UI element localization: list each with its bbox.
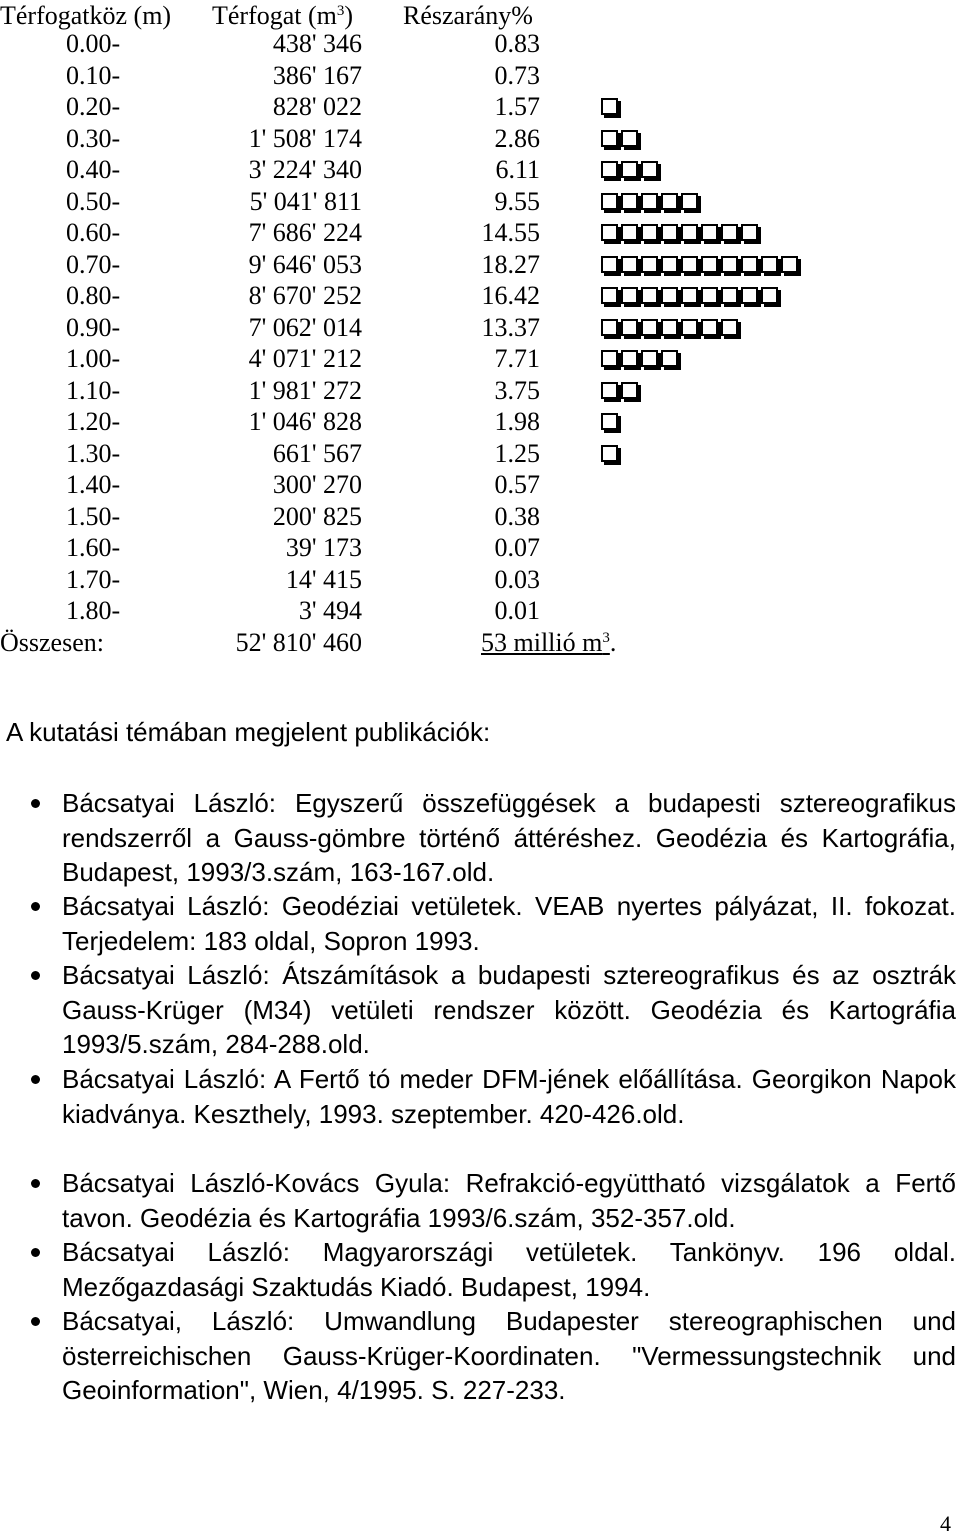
shadowed-square-icon [621, 350, 638, 367]
shadowed-square-icon [661, 350, 678, 367]
shadowed-square-icon [721, 287, 738, 304]
shadowed-square-icon [601, 193, 618, 210]
table-row [0, 186, 900, 218]
cell-volume: 7' 686' 224 [248, 218, 362, 247]
table-row [0, 343, 900, 375]
bullet-icon [31, 902, 40, 911]
shadowed-square-icon [621, 224, 638, 241]
publication-item [62, 1235, 956, 1304]
cell-share: 9.55 [494, 186, 540, 216]
share-bar [601, 224, 759, 244]
shadowed-square-icon [681, 287, 698, 304]
shadowed-square-icon [781, 256, 798, 273]
header-volume-suffix: ) [344, 1, 354, 30]
shadowed-square-icon [681, 256, 698, 273]
table-row [0, 312, 900, 344]
shadowed-square-icon [621, 130, 638, 147]
shadowed-square-icon [641, 319, 658, 336]
publication-text: Bácsatyai, László: Umwandlung Budapester stereographischen und österreichischen Gauss-Krüger-Koordinaten. "Vermessungstechnik und Geoinformation", Wien, 4/1995. S. 227-233. [62, 1306, 956, 1405]
shadowed-square-icon [721, 256, 738, 273]
cell-interval: 1.80- [66, 596, 121, 625]
cell-share: 6.11 [495, 155, 540, 184]
shadowed-square-icon [641, 193, 658, 210]
cell-share: 1.25 [494, 438, 540, 468]
table-row [0, 91, 900, 123]
table-row [0, 217, 900, 249]
shadowed-square-icon [621, 256, 638, 273]
cell-volume: 7' 062' 014 [248, 312, 362, 342]
table-row [0, 595, 900, 627]
publication-item [62, 786, 956, 890]
shadowed-square-icon [601, 382, 618, 399]
share-bar [601, 445, 619, 465]
share-bar [601, 382, 639, 402]
share-bar [601, 161, 659, 181]
cell-volume: 5' 041' 811 [249, 186, 362, 216]
shadowed-square-icon [621, 382, 638, 399]
cell-interval: 1.60- [66, 533, 121, 562]
cell-volume: 1' 981' 272 [248, 375, 362, 405]
cell-share: 0.73 [494, 60, 540, 90]
table-row [0, 406, 900, 438]
cell-volume: 39' 173 [285, 533, 362, 562]
cell-interval: 0.70- [66, 249, 121, 279]
bullet-icon [31, 1248, 40, 1257]
publication-text: Bácsatyai László: Egyszerű összefüggések a budapesti sztereografikus rendszerről a Gauss-gömbre történő áttéréshez. Geodézia és Kartográfia, Budapest, 1993/3.szám, 163-167.old. [62, 788, 956, 887]
table-row [0, 123, 900, 155]
shadowed-square-icon [701, 256, 718, 273]
shadowed-square-icon [681, 319, 698, 336]
cell-volume: 9' 646' 053 [248, 249, 362, 279]
total-amount-sup: 3 [602, 630, 610, 646]
cell-share: 0.83 [494, 29, 540, 58]
cell-interval: 0.10- [66, 60, 121, 90]
cell-volume: 3' 494 [298, 596, 362, 625]
total-amount-end: . [609, 628, 617, 657]
header-share: Részarány% [403, 1, 533, 30]
publication-item [62, 1304, 956, 1408]
cell-volume: 14' 415 [285, 564, 362, 594]
shadowed-square-icon [641, 224, 658, 241]
cell-share: 7.71 [494, 344, 540, 373]
cell-share: 0.38 [494, 501, 540, 531]
table-row [0, 501, 900, 533]
table-row [0, 532, 900, 564]
cell-volume: 300' 270 [272, 470, 362, 499]
shadowed-square-icon [661, 256, 678, 273]
header-volume-text: Térfogat (m [212, 1, 337, 30]
publication-text: Bácsatyai László: A Fertő tó meder DFM-jének előállítása. Georgikon Napok kiadványa. Keszthely, 1993. szeptember. 420-426.old. [62, 1064, 956, 1129]
shadowed-square-icon [681, 193, 698, 210]
shadowed-square-icon [641, 287, 658, 304]
shadowed-square-icon [661, 193, 678, 210]
shadowed-square-icon [701, 287, 718, 304]
cell-interval: 0.30- [66, 123, 121, 153]
publications-title: A kutatási témában megjelent publikációk: [6, 717, 491, 747]
shadowed-square-icon [601, 287, 618, 304]
header-volume-sup: 3 [336, 3, 345, 19]
cell-volume: 828' 022 [272, 92, 362, 121]
table-row [0, 249, 900, 281]
shadowed-square-icon [621, 287, 638, 304]
shadowed-square-icon [621, 193, 638, 210]
bullet-icon [31, 799, 40, 808]
table-row [0, 469, 900, 501]
cell-interval: 0.60- [66, 218, 121, 247]
cell-share: 0.57 [494, 470, 540, 499]
shadowed-square-icon [761, 256, 778, 273]
cell-share: 13.37 [481, 312, 540, 342]
shadowed-square-icon [741, 256, 758, 273]
shadowed-square-icon [761, 287, 778, 304]
shadowed-square-icon [601, 319, 618, 336]
cell-interval: 1.00- [66, 344, 121, 373]
shadowed-square-icon [601, 413, 618, 430]
shadowed-square-icon [601, 445, 618, 462]
shadowed-square-icon [601, 224, 618, 241]
shadowed-square-icon [601, 350, 618, 367]
cell-volume: 661' 567 [272, 438, 362, 468]
shadowed-square-icon [661, 224, 678, 241]
cell-interval: 1.10- [66, 375, 121, 405]
shadowed-square-icon [641, 350, 658, 367]
shadowed-square-icon [681, 224, 698, 241]
total-amount-underlined [481, 628, 610, 657]
cell-interval: 1.30- [66, 438, 121, 468]
shadowed-square-icon [661, 287, 678, 304]
page-number: 4 [940, 1511, 951, 1536]
shadowed-square-icon [701, 319, 718, 336]
cell-share: 1.98 [494, 407, 540, 436]
cell-interval: 1.70- [66, 564, 121, 594]
total-label: Összesen: [0, 628, 104, 657]
publication-text: Bácsatyai László-Kovács Gyula: Refrakció-együttható vizsgálatok a Fertő tavon. Geodézia és Kartográfia 1993/6.szám, 352-357.old. [62, 1168, 956, 1233]
cell-interval: 0.50- [66, 186, 121, 216]
cell-volume: 8' 670' 252 [248, 281, 362, 310]
share-bar [601, 350, 679, 370]
cell-interval: 0.00- [66, 29, 121, 58]
bullet-icon [31, 971, 40, 980]
cell-volume: 1' 046' 828 [248, 407, 362, 436]
publication-text: Bácsatyai László: Átszámítások a budapesti sztereografikus és az osztrák Gauss-Krüger (M34) vetületi rendszer között. Geodézia és Kartográfia 1993/5.szám, 284-288.old. [62, 960, 956, 1059]
share-bar [601, 287, 779, 307]
shadowed-square-icon [701, 224, 718, 241]
publication-item [62, 1062, 956, 1131]
cell-share: 0.07 [494, 533, 540, 562]
share-bar [601, 319, 739, 339]
bullet-icon [31, 1075, 40, 1084]
shadowed-square-icon [621, 161, 638, 178]
cell-interval: 0.20- [66, 92, 121, 121]
publication-text: Bácsatyai László: Magyarországi vetületek. Tankönyv. 196 oldal. Mezőgazdasági Szaktudás Kiadó. Budapest, 1994. [62, 1237, 956, 1302]
cell-interval: 1.50- [66, 501, 121, 531]
cell-interval: 1.40- [66, 470, 121, 499]
shadowed-square-icon [661, 319, 678, 336]
cell-share: 18.27 [481, 249, 540, 279]
bullet-icon [31, 1179, 40, 1188]
cell-share: 3.75 [494, 375, 540, 405]
cell-share: 0.03 [494, 564, 540, 594]
total-amount [481, 627, 616, 659]
bullet-icon [31, 1317, 40, 1326]
table-row [0, 280, 900, 312]
table-row [0, 60, 900, 92]
cell-volume: 1' 508' 174 [248, 123, 362, 153]
cell-volume: 3' 224' 340 [248, 155, 362, 184]
cell-share: 1.57 [494, 92, 540, 121]
cell-volume: 438' 346 [272, 29, 362, 58]
table-row [0, 564, 900, 596]
header-interval: Térfogatköz (m) [0, 1, 172, 30]
cell-interval: 1.20- [66, 407, 121, 436]
table-row [0, 375, 900, 407]
table-row [0, 154, 900, 186]
shadowed-square-icon [601, 130, 618, 147]
share-bar [601, 193, 699, 213]
table-row [0, 438, 900, 470]
cell-share: 14.55 [481, 218, 540, 247]
cell-share: 16.42 [481, 281, 540, 310]
publication-item [62, 958, 956, 1062]
shadowed-square-icon [601, 98, 618, 115]
share-bar [601, 413, 619, 433]
share-bar [601, 130, 639, 150]
cell-interval: 0.40- [66, 155, 121, 184]
shadowed-square-icon [601, 256, 618, 273]
cell-interval: 0.80- [66, 281, 121, 310]
shadowed-square-icon [721, 319, 738, 336]
shadowed-square-icon [641, 256, 658, 273]
table-total-row [0, 627, 900, 659]
cell-volume: 386' 167 [272, 60, 362, 90]
table-row [0, 28, 900, 60]
shadowed-square-icon [721, 224, 738, 241]
cell-interval: 0.90- [66, 312, 121, 342]
publication-item [62, 1166, 956, 1235]
cell-share: 0.01 [494, 596, 540, 625]
total-volume: 52' 810' 460 [235, 628, 362, 657]
total-amount-text: 53 millió m [481, 628, 603, 657]
cell-share: 2.86 [494, 123, 540, 153]
shadowed-square-icon [641, 161, 658, 178]
share-bar [601, 256, 799, 276]
cell-volume: 200' 825 [272, 501, 362, 531]
shadowed-square-icon [741, 287, 758, 304]
shadowed-square-icon [741, 224, 758, 241]
shadowed-square-icon [601, 161, 618, 178]
cell-volume: 4' 071' 212 [248, 344, 362, 373]
publication-item [62, 889, 956, 958]
publication-text: Bácsatyai László: Geodéziai vetületek. VEAB nyertes pályázat, II. fokozat. Terjedelem: 183 oldal, Sopron 1993. [62, 891, 956, 956]
shadowed-square-icon [621, 319, 638, 336]
share-bar [601, 98, 619, 118]
